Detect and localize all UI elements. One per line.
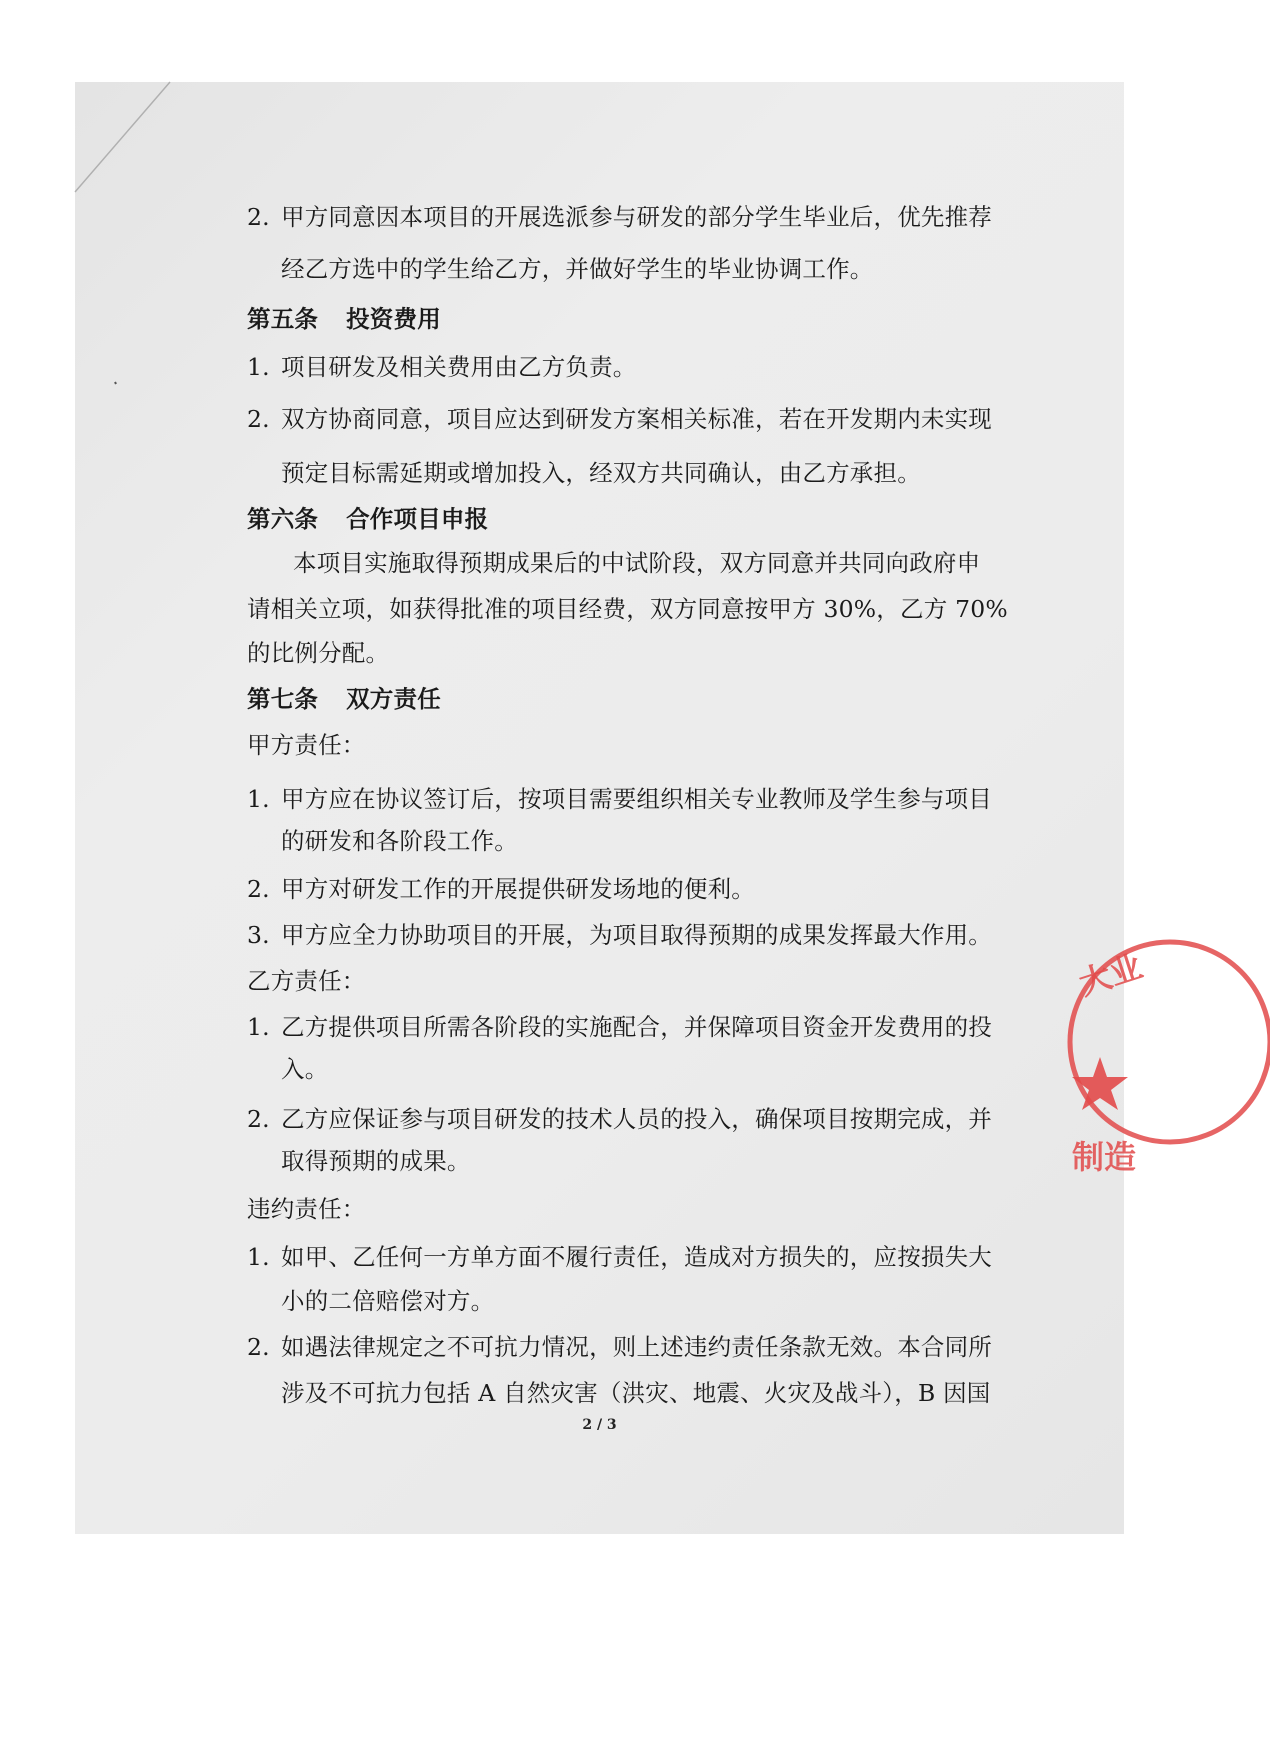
list-item-number: 2. <box>247 1333 270 1361</box>
list-item <box>247 1104 992 1134</box>
list-item-number: 3. <box>247 921 270 949</box>
seal-text-bottom: 制造 <box>1072 1138 1137 1176</box>
list-item <box>247 404 992 434</box>
list-item-continuation: 预定目标需延期或增加投入，经双方共同确认，由乙方承担。 <box>281 459 921 487</box>
list-item <box>247 784 992 814</box>
list-item-number: 1. <box>247 1243 270 1271</box>
list-item-number: 2. <box>247 203 270 231</box>
article-label: 第六条 <box>247 505 319 533</box>
list-item-continuation: 入。 <box>281 1055 329 1083</box>
list-item-text: 如甲、乙任何一方单方面不履行责任，造成对方损失的，应按损失大 <box>281 1243 992 1271</box>
text-line: 的比例分配。 <box>247 639 390 667</box>
article-title: 投资费用 <box>346 305 441 333</box>
list-item-number: 2. <box>247 405 270 433</box>
document-page <box>75 82 1147 1534</box>
list-item-continuation: 取得预期的成果。 <box>281 1147 471 1175</box>
article-heading <box>247 504 488 534</box>
list-item-number: 1. <box>247 785 270 813</box>
article-title: 双方责任 <box>346 685 441 713</box>
list-item-text: 双方协商同意，项目应达到研发方案相关标准，若在开发期内未实现 <box>281 405 992 433</box>
article-title: 合作项目申报 <box>346 505 489 533</box>
list-item-continuation: 的研发和各阶段工作。 <box>281 827 518 855</box>
list-item-text: 甲方对研发工作的开展提供研发场地的便利。 <box>281 875 755 903</box>
text-line: 甲方责任： <box>247 731 366 759</box>
list-item-continuation: 小的二倍赔偿对方。 <box>281 1287 495 1315</box>
company-seal <box>1070 922 1270 1176</box>
list-item-continuation: 经乙方选中的学生给乙方，并做好学生的毕业协调工作。 <box>281 255 874 283</box>
list-item <box>247 1332 992 1362</box>
list-item <box>247 352 637 382</box>
list-item-text: 甲方应全力协助项目的开展，为项目取得预期的成果发挥最大作用。 <box>281 921 992 949</box>
page-number: 2 / 3 <box>582 1417 617 1433</box>
list-item-text: 乙方应保证参与项目研发的技术人员的投入，确保项目按期完成，并 <box>281 1105 992 1133</box>
list-item-text: 乙方提供项目所需各阶段的实施配合，并保障项目资金开发费用的投 <box>281 1013 992 1041</box>
list-item-continuation: 涉及不可抗力包括 A 自然灾害（洪灾、地震、火灾及战斗），B 因国 <box>281 1379 991 1407</box>
text-line: 乙方责任： <box>247 967 366 995</box>
list-item-text: 甲方应在协议签订后，按项目需要组织相关专业教师及学生参与项目 <box>281 785 992 813</box>
list-item-text: 项目研发及相关费用由乙方负责。 <box>281 353 637 381</box>
list-item-number: 2. <box>247 1105 270 1133</box>
list-item <box>247 1242 992 1272</box>
article-label: 第七条 <box>247 685 319 713</box>
list-item-number: 1. <box>247 1013 270 1041</box>
text-line: 请相关立项，如获得批准的项目经费，双方同意按甲方 30%，乙方 70% <box>247 595 1008 623</box>
list-item-number: 2. <box>247 875 270 903</box>
list-item-number: 1. <box>247 353 270 381</box>
list-item <box>247 874 755 904</box>
list-item <box>247 920 992 950</box>
paragraph-line: 本项目实施取得预期成果后的中试阶段，双方同意并共同向政府申 <box>293 549 981 577</box>
list-item <box>247 1012 992 1042</box>
text-line: 违约责任： <box>247 1195 366 1223</box>
list-item-text: 甲方同意因本项目的开展选派参与研发的部分学生毕业后，优先推荐 <box>281 203 992 231</box>
article-heading <box>247 304 441 334</box>
list-item <box>247 202 992 232</box>
list-item-text: 如遇法律规定之不可抗力情况，则上述违约责任条款无效。本合同所 <box>281 1333 992 1361</box>
article-heading <box>247 684 441 714</box>
seal-text-top: 大业 <box>1074 946 1147 1003</box>
article-label: 第五条 <box>247 305 319 333</box>
